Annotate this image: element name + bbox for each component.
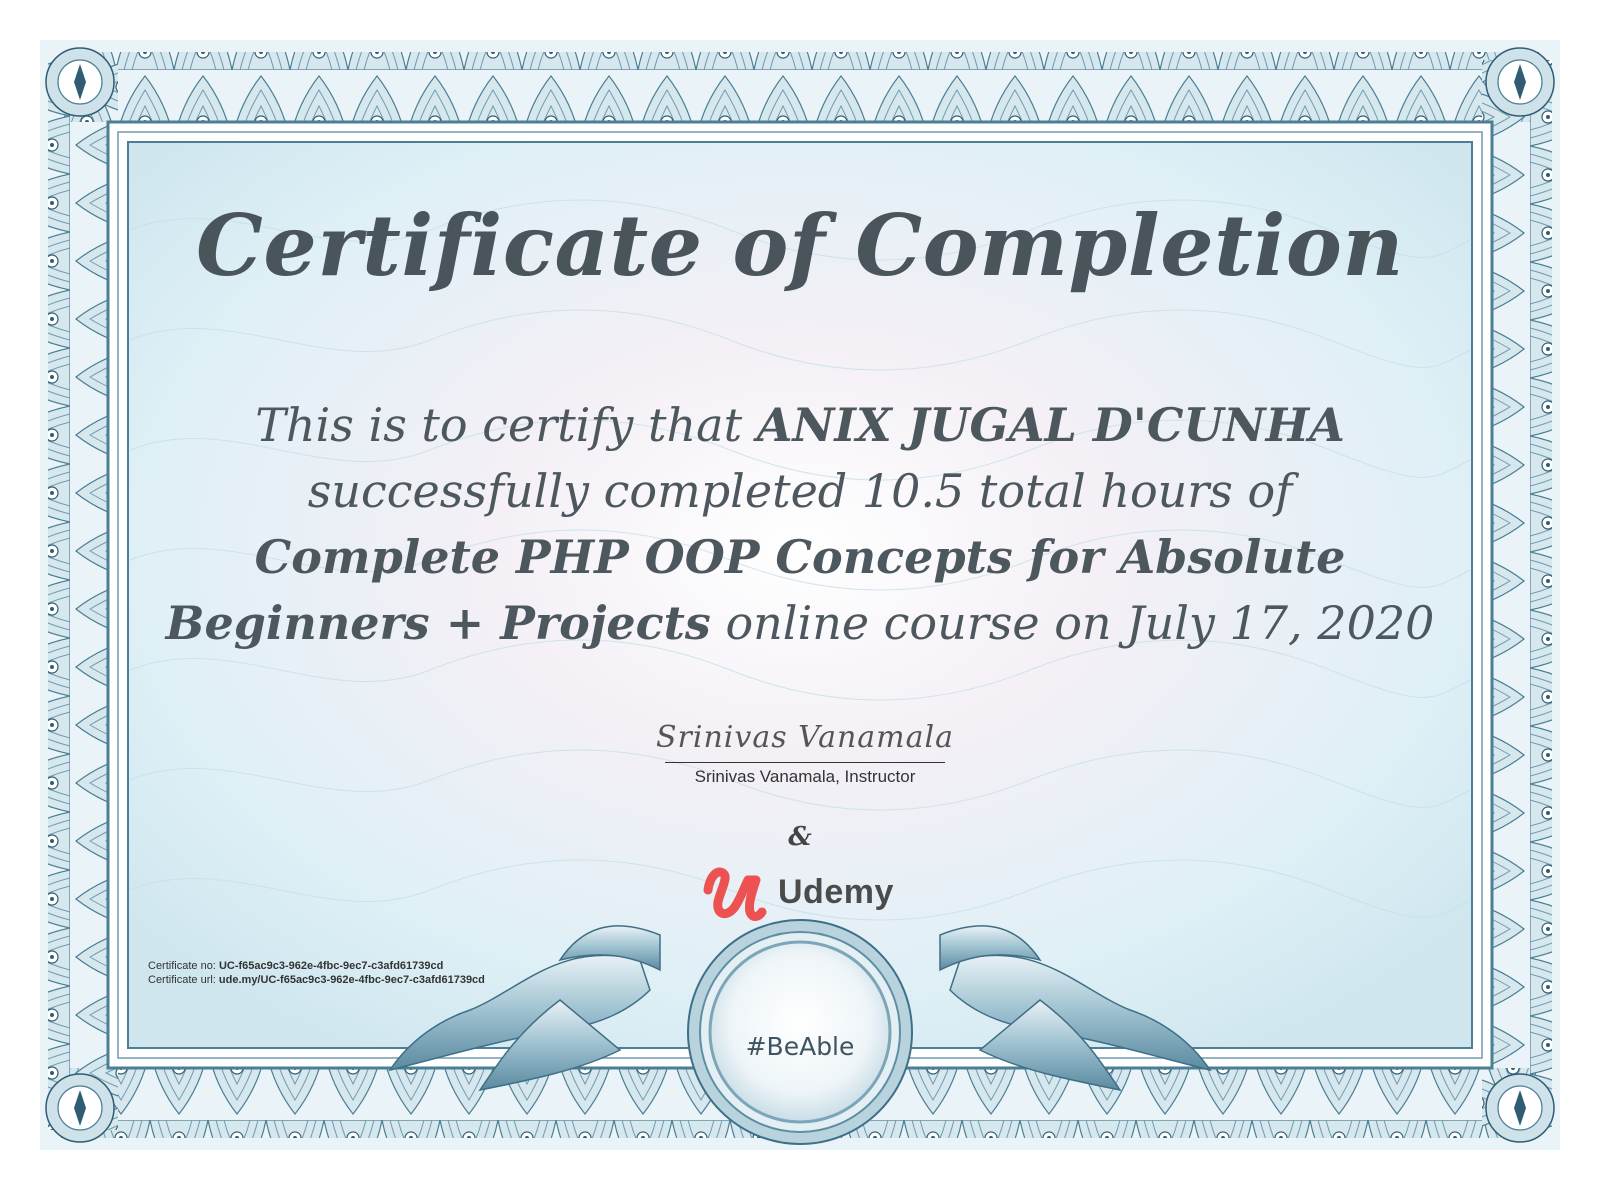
certificate-number-row: [148, 959, 485, 973]
badge-hashtag: #BeAble: [745, 1032, 855, 1061]
statement-line-1: [150, 392, 1450, 458]
instructor-signature: Srinivas Vanamala: [656, 720, 954, 755]
certificate-number-label: Certificate no:: [148, 960, 216, 972]
statement-line-4: [150, 590, 1450, 656]
certificate-url-link[interactable]: ude.my/UC-f65ac9c3-962e-4fbc-9ec7-c3afd61739cd: [218, 974, 485, 986]
course-title-line-2: Beginners + Projects: [165, 596, 711, 650]
course-title-line-1: Complete PHP OOP Concepts for Absolute: [254, 530, 1346, 584]
certificate-number: UC-f65ac9c3-962e-4fbc-9ec7-c3afd61739cd: [218, 960, 444, 972]
signature-line: [665, 762, 945, 763]
recipient-name: ANIX JUGAL D'CUNHA: [756, 398, 1345, 452]
certificate-url-label: Certificate url:: [148, 974, 216, 986]
instructor-caption: Srinivas Vanamala, Instructor: [694, 767, 916, 786]
completion-date-text: online course on July 17, 2020: [725, 596, 1435, 650]
udemy-u-icon: [700, 862, 770, 922]
ampersand: &: [788, 822, 812, 852]
certificate-title: Certificate of Completion: [196, 196, 1404, 295]
udemy-wordmark: Udemy: [778, 872, 894, 911]
certificate-metadata: [148, 959, 485, 987]
certificate-statement: [150, 392, 1450, 656]
statement-line-2: successfully completed 10.5 total hours of: [307, 464, 1293, 518]
intro-text: This is to certify that: [255, 398, 743, 452]
udemy-logo: [700, 862, 894, 922]
instructor-signature-block: [640, 718, 970, 787]
certificate-url-row: [148, 973, 485, 987]
